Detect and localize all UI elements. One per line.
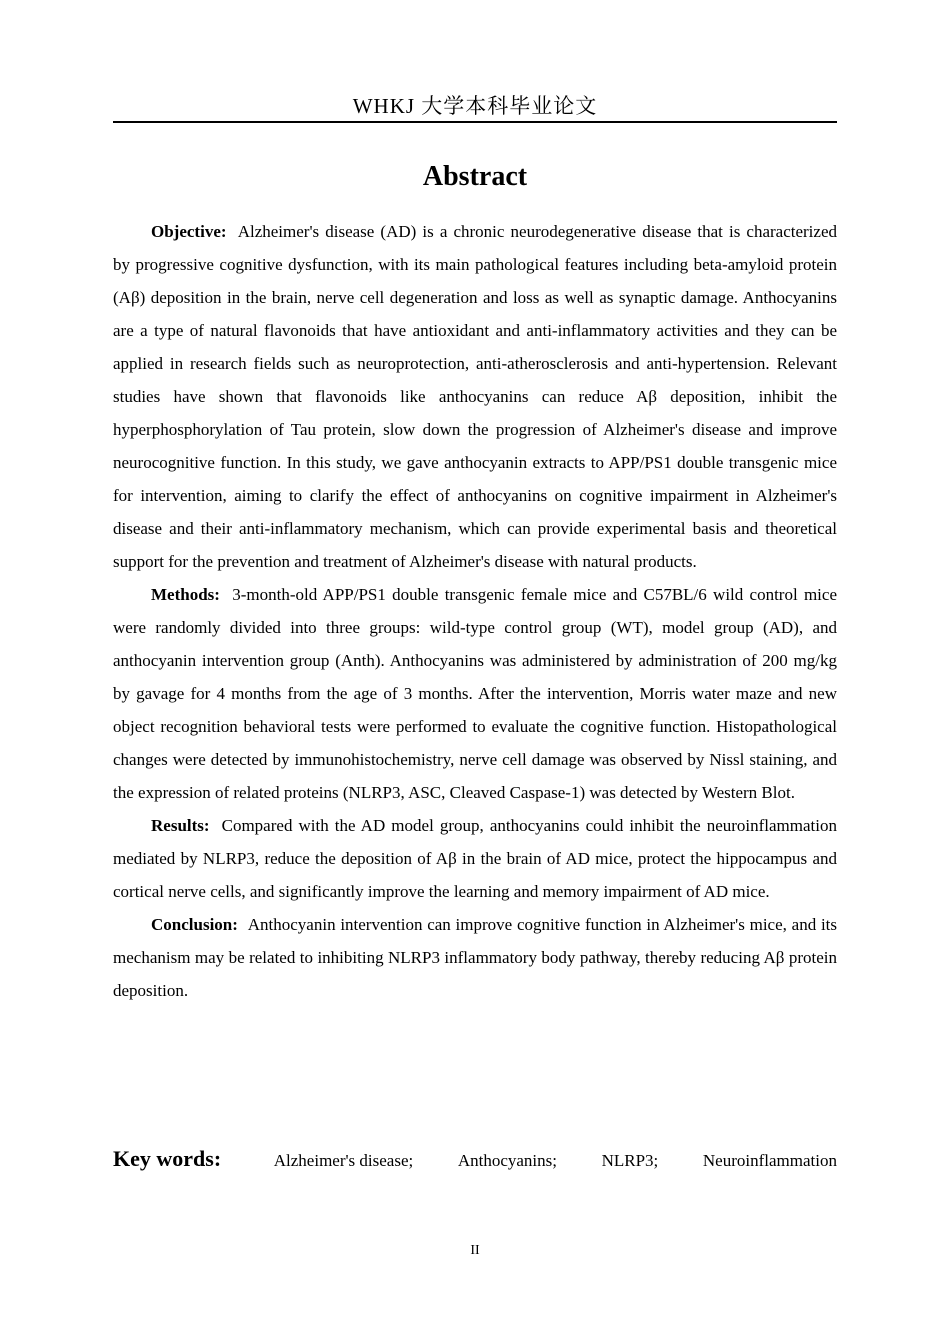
results-label: Results: — [151, 816, 210, 835]
objective-text: Alzheimer's disease (AD) is a chronic neurodegenerative disease that is characterized by progressive cognitive dysfunction, with its main pathological features including beta-amyloid protein (Aβ) deposition in the brain, nerve cell degeneration and loss as well as synaptic damage. Anthocyanins are a type of natural flavonoids that have antioxidant and anti-inflammatory activities and they can be applied in research fields such as neuroprotection, anti-atherosclerosis and anti-hypertension. Relevant studies have shown that flavonoids like anthocyanins can reduce Aβ deposition, inhibit the hyperphosphorylation of Tau protein, slow down the progression of Alzheimer's disease and improve neurocognitive function. In this study, we gave anthocyanin extracts to APP/PS1 double transgenic mice for intervention, aiming to clarify the effect of anthocyanins on cognitive impairment in Alzheimer's disease and their anti-inflammatory mechanism, which can provide experimental basis and theoretical support for the prevention and treatment of Alzheimer's disease with natural products. — [113, 222, 837, 571]
keyword-item: NLRP3; — [601, 1151, 659, 1170]
objective-label: Objective: — [151, 222, 227, 241]
keywords-line — [113, 1142, 837, 1178]
conclusion-label: Conclusion: — [151, 915, 238, 934]
conclusion-text: Anthocyanin intervention can improve cognitive function in Alzheimer's mice, and its mechanism may be related to inhibiting NLRP3 inflammatory body pathway, thereby reducing Aβ protein deposition. — [113, 915, 838, 1000]
methods-text: 3-month-old APP/PS1 double transgenic female mice and C57BL/6 wild control mice were randomly divided into three groups: wild-type control group (WT), model group (AD), and anthocyanin intervention group (Anth). Anthocyanins was administered by administration of 200 mg/kg by gavage for 4 months from the age of 3 months. After the intervention, Morris water maze and new object recognition behavioral tests were performed to evaluate the cognitive function. Histopathological changes were detected by immunohistochemistry, nerve cell damage was observed by Nissl staining, and the expression of related proteins (NLRP3, ASC, Cleaved Caspase-1) was detected by Western Blot. — [113, 585, 838, 802]
keywords-label: Key words: — [113, 1146, 222, 1171]
abstract-body — [113, 215, 837, 1007]
methods-paragraph — [113, 578, 837, 809]
keyword-item: Alzheimer's disease; — [273, 1151, 414, 1170]
results-paragraph — [113, 809, 837, 908]
page-header: WHKJ 大学本科毕业论文 — [352, 94, 598, 118]
keyword-item: Neuroinflammation — [702, 1151, 837, 1170]
keyword-item: Anthocyanins; — [457, 1151, 557, 1170]
page-number: II — [470, 1243, 480, 1258]
objective-paragraph — [113, 215, 837, 578]
methods-label: Methods: — [151, 585, 220, 604]
header-rule — [113, 121, 837, 123]
conclusion-paragraph — [113, 908, 837, 1007]
abstract-title: Abstract — [422, 161, 528, 192]
results-text: Compared with the AD model group, anthocyanins could inhibit the neuroinflammation mediated by NLRP3, reduce the deposition of Aβ in the brain of AD mice, protect the hippocampus and cortical nerve cells, and significantly improve the learning and memory impairment of AD mice. — [113, 816, 837, 901]
